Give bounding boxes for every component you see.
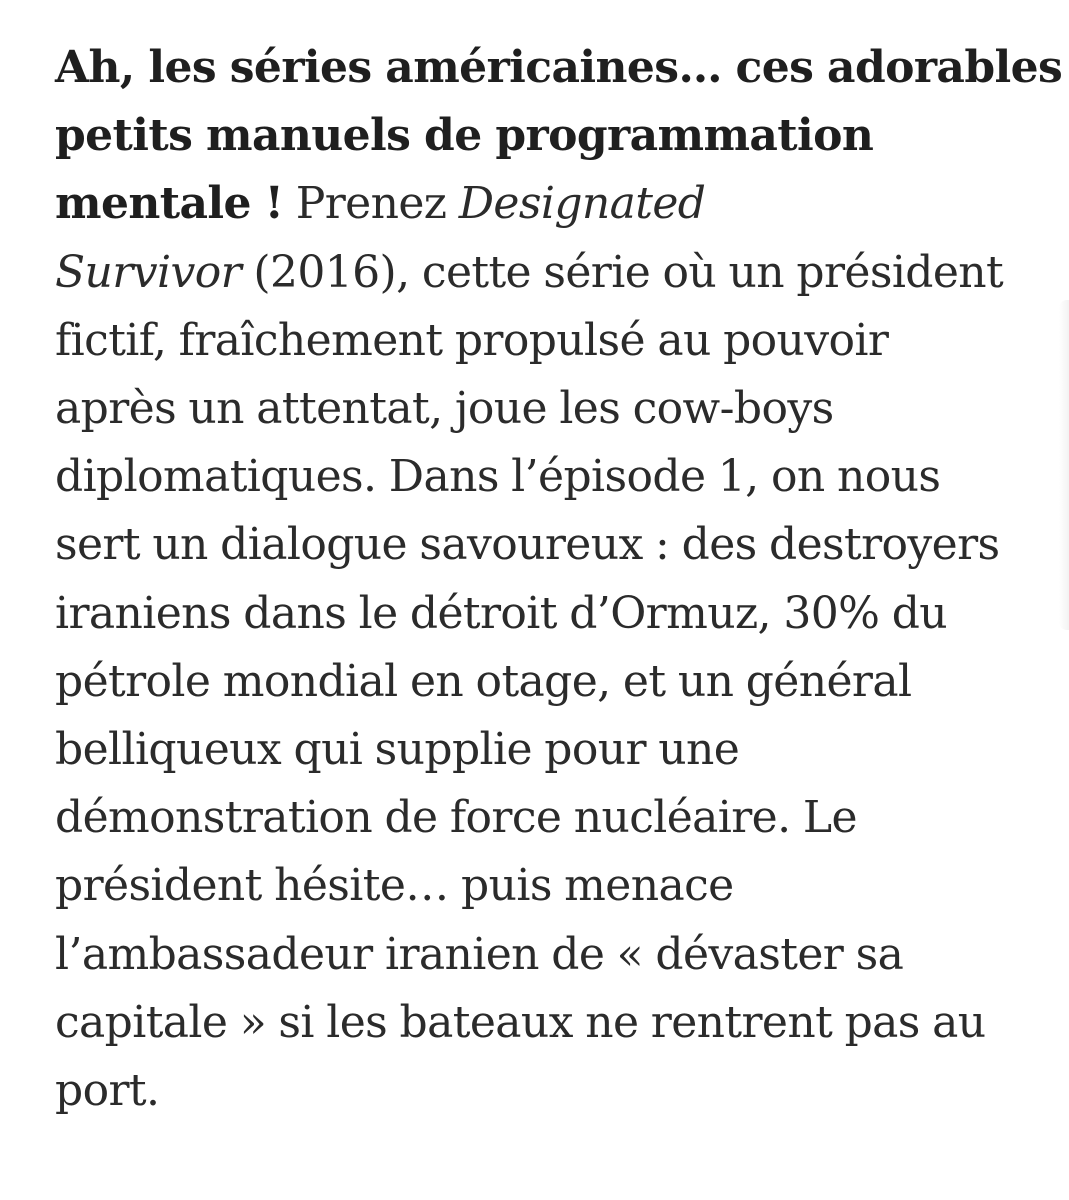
text-line <box>55 239 1020 307</box>
bold-intro-text: petits manuels de programmation <box>55 110 874 162</box>
article-paragraph <box>55 34 1063 1125</box>
text-line <box>55 102 1020 170</box>
text-line <box>55 34 1063 102</box>
series-title-text: Designated <box>458 178 706 230</box>
series-title-text: Survivor <box>55 246 242 298</box>
text-line: port. <box>55 1065 160 1117</box>
bold-intro-text: mentale ! <box>55 178 284 230</box>
text-line <box>55 170 1020 238</box>
body-text: Prenez <box>283 178 459 230</box>
text-line: diplomatiques. Dans l’épisode 1, on nous <box>55 451 941 503</box>
text-line: fictif, fraîchement propulsé au pouvoir <box>55 314 889 366</box>
text-line: président hésite… puis menace <box>55 860 734 912</box>
scroll-edge-shadow <box>1059 300 1069 630</box>
text-line: sert un dialogue savoureux : des destroyers <box>55 519 1000 571</box>
text-line: l’ambassadeur iranien de « dévaster sa <box>55 928 904 980</box>
body-text: (2016), cette série où un président <box>241 246 1004 298</box>
text-line: iraniens dans le détroit d’Ormuz, 30% du <box>55 587 948 639</box>
text-line: capitale » si les bateaux ne rentrent pas au <box>55 996 986 1048</box>
text-line: belliqueux qui supplie pour une <box>55 724 740 776</box>
text-line: démonstration de force nucléaire. Le <box>55 792 857 844</box>
text-line: pétrole mondial en otage, et un général <box>55 655 912 707</box>
text-line: après un attentat, joue les cow-boys <box>55 383 834 435</box>
bold-intro-text: Ah, les séries américaines… ces adorables <box>55 42 1063 93</box>
